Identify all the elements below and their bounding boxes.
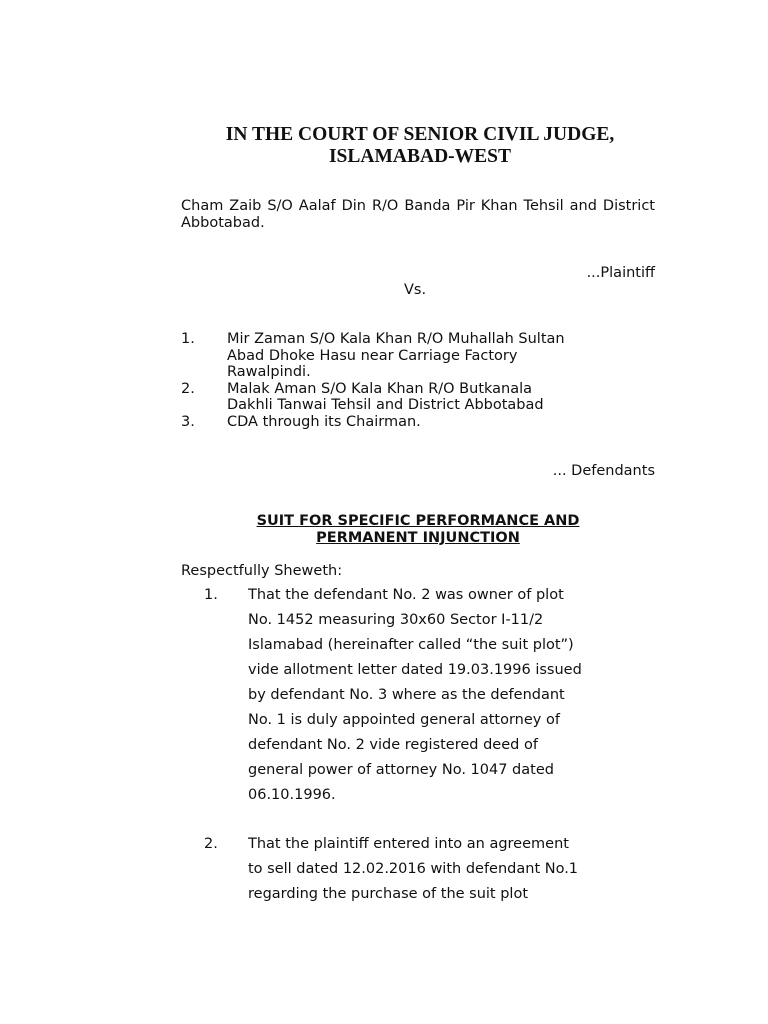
paragraph-line: 06.10.1996.	[248, 787, 336, 803]
paragraph-1	[204, 583, 664, 808]
plaintiff-details: Cham Zaib S/O Aalaf Din R/O Banda Pir Khan Tehsil and District Abbotabad.	[181, 198, 655, 231]
court-heading-line-2: ISLAMABAD-WEST	[328, 146, 512, 167]
paragraph-line: That the defendant No. 2 was owner of plot	[248, 587, 564, 603]
salutation: Respectfully Sheweth:	[181, 563, 343, 579]
paragraph-text	[248, 832, 664, 907]
defendant-line: Dakhli Tanwai Tehsil and District Abbotabad	[227, 397, 544, 413]
paragraph-2	[204, 832, 664, 907]
suit-title-line-1: SUIT FOR SPECIFIC PERFORMANCE AND	[256, 513, 580, 529]
defendant-number: 2.	[181, 380, 195, 397]
paragraph-line: to sell dated 12.02.2016 with defendant No.1	[248, 861, 579, 877]
defendant-text	[227, 414, 655, 431]
defendant-line: CDA through its Chairman.	[227, 413, 421, 430]
court-heading	[100, 124, 740, 168]
defendant-item	[181, 331, 655, 381]
paragraph-item	[204, 583, 664, 808]
defendant-item	[181, 414, 655, 431]
paragraph-line: by defendant No. 3 where as the defendant	[248, 687, 565, 703]
defendants-role: ... Defendants	[552, 463, 655, 479]
defendant-text	[227, 381, 655, 414]
defendant-item	[181, 381, 655, 414]
paragraph-line: defendant No. 2 vide registered deed of	[248, 737, 538, 753]
paragraph-number: 1.	[204, 587, 218, 603]
defendant-line: Abad Dhoke Hasu near Carriage Factory	[227, 347, 518, 364]
paragraph-line: vide allotment letter dated 19.03.1996 issued	[248, 662, 582, 678]
versus-label: Vs.	[404, 282, 427, 298]
paragraph-line: Islamabad (hereinafter called “the suit plot”)	[248, 637, 574, 653]
paragraph-line: general power of attorney No. 1047 dated	[248, 762, 554, 778]
defendants-list	[181, 331, 655, 430]
defendant-number: 1.	[181, 331, 195, 347]
defendant-number: 3.	[181, 413, 195, 430]
paragraph-line: regarding the purchase of the suit plot	[248, 886, 529, 902]
suit-title	[181, 513, 655, 547]
court-heading-line-1: IN THE COURT OF SENIOR CIVIL JUDGE,	[225, 124, 615, 145]
defendant-text	[227, 331, 655, 381]
defendant-line: Rawalpindi.	[227, 364, 311, 380]
defendant-line: Malak Aman S/O Kala Khan R/O Butkanala	[227, 380, 533, 397]
defendant-line: Mir Zaman S/O Kala Khan R/O Muhallah Sultan	[227, 331, 565, 347]
paragraph-line: No. 1 is duly appointed general attorney of	[248, 712, 560, 728]
paragraph-item	[204, 832, 664, 907]
suit-title-line-2: PERMANENT INJUNCTION	[316, 530, 520, 546]
paragraph-text	[248, 583, 664, 808]
plaintiff-role: ...Plaintiff	[586, 265, 655, 281]
paragraph-number: 2.	[204, 836, 218, 852]
paragraph-line: No. 1452 measuring 30x60 Sector I-11/2	[248, 612, 544, 628]
paragraph-line: That the plaintiff entered into an agreement	[248, 836, 569, 852]
